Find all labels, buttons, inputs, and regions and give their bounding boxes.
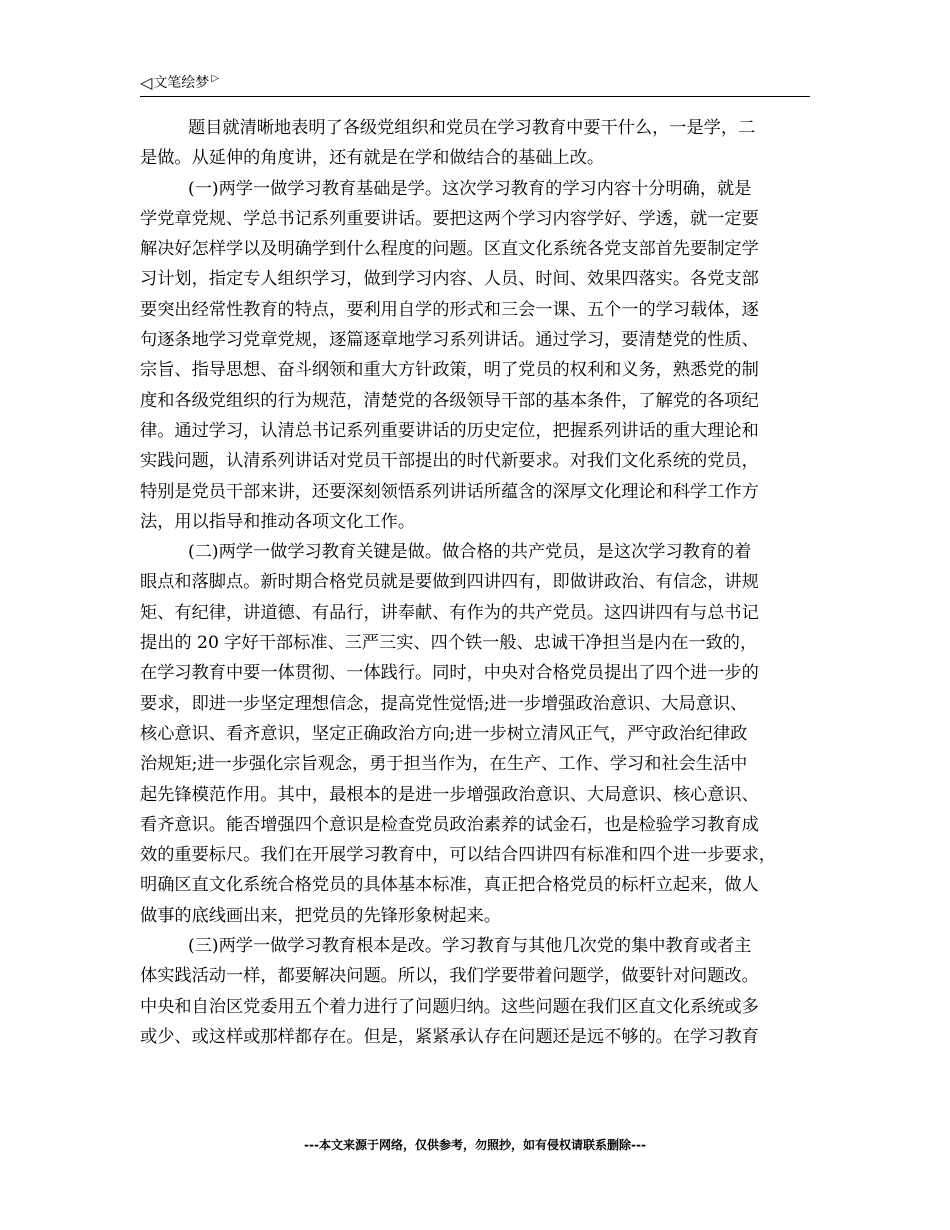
text-line: 是做。从延伸的角度讲，还有就是在学和做结合的基础上改。 bbox=[140, 148, 605, 169]
text-line: 解决好怎样学以及明确学到什么程度的问题。区直文化系统各党支部首先要制定学 bbox=[140, 239, 759, 260]
text-line: 实践问题，认清系列讲话对党员干部提出的时代新要求。对我们文化系统的党员， bbox=[140, 451, 759, 472]
text-line: 中央和自治区党委用五个着力进行了问题归纳。这些问题在我们区直文化系统或多 bbox=[140, 996, 759, 1017]
text-line: (二)两学一做学习教育关键是做。做合格的共产党员，是这次学习教育的着 bbox=[188, 542, 752, 563]
text-line: (三)两学一做学习教育根本是改。学习教育与其他几次党的集中教育或者主 bbox=[188, 936, 752, 957]
text-line: (一)两学一做学习教育基础是学。这次学习教育的学习内容十分明确，就是 bbox=[188, 178, 752, 199]
header-brand-text: 文笔绘梦 bbox=[153, 75, 210, 91]
text-line: 明确区直文化系统合格党员的具体基本标准，真正把合格党员的标杆立起来，做人 bbox=[140, 875, 759, 896]
triangle-left-icon: ◁ bbox=[140, 73, 153, 92]
text-line: 度和各级党组织的行为规范，清楚党的各级领导干部的基本条件，了解党的各项纪 bbox=[140, 390, 759, 411]
text-line: 题目就清晰地表明了各级党组织和党员在学习教育中要干什么，一是学，二 bbox=[188, 118, 756, 138]
text-line: 起先锋模范作用。其中，最根本的是进一步增强政治意识、大局意识、核心意识、 bbox=[140, 784, 759, 805]
text-line: 眼点和落脚点。新时期合格党员就是要做到四讲四有，即做讲政治、有信念，讲规 bbox=[140, 572, 759, 593]
document-body bbox=[140, 113, 810, 1052]
text-line: 体实践活动一样，都要解决问题。所以，我们学要带着问题学，做要针对问题改。 bbox=[140, 966, 759, 987]
page-footer: ---本文来源于网络，仅供参考，勿照抄，如有侵权请联系删除--- bbox=[304, 1138, 646, 1152]
page-header bbox=[140, 72, 810, 97]
text-line: 特别是党员干部来讲，还要深刻领悟系列讲话所蕴含的深厚文化理论和科学工作方 bbox=[140, 481, 759, 502]
text-line: 宗旨、指导思想、奋斗纲领和重大方针政策，明了党员的权利和义务，熟悉党的制 bbox=[140, 360, 759, 381]
text-line: 法，用以指导和推动各项文化工作。 bbox=[140, 511, 416, 532]
text-line: 治规矩;进一步强化宗旨观念，勇于担当作为，在生产、工作、学习和社会生活中 bbox=[140, 754, 748, 775]
text-line: 在学习教育中要一体贯彻、一体践行。同时，中央对合格党员提出了四个进一步的 bbox=[140, 663, 759, 684]
text-line: 矩、有纪律，讲道德、有品行，讲奉献、有作为的共产党员。这四讲四有与总书记 bbox=[140, 602, 759, 623]
text-line: 做事的底线画出来，把党员的先锋形象树起来。 bbox=[140, 905, 501, 926]
text-line: 核心意识、看齐意识，坚定正确政治方向;进一步树立清风正气，严守政治纪律政 bbox=[140, 723, 748, 744]
triangle-right-icon: ▷ bbox=[211, 73, 220, 84]
text-line: 或少、或这样或那样都存在。但是，紧紧承认存在问题还是远不够的。在学习教育 bbox=[140, 1026, 759, 1047]
text-line: 学党章党规、学总书记系列重要讲话。要把这两个学习内容学好、学透，就一定要 bbox=[140, 208, 759, 229]
text-line: 效的重要标尺。我们在开展学习教育中，可以结合四讲四有标准和四个进一步要求， bbox=[140, 845, 776, 866]
text-line: 律。通过学习，认清总书记系列重要讲话的历史定位，把握系列讲话的重大理论和 bbox=[140, 420, 759, 441]
text-line: 提出的 20 字好干部标准、三严三实、四个铁一般、忠诚干净担当是内在一致的， bbox=[140, 633, 758, 654]
text-line: 看齐意识。能否增强四个意识是检查党员政治素养的试金石，也是检验学习教育成 bbox=[140, 814, 759, 835]
text-line: 要求，即进一步坚定理想信念，提高党性觉悟;进一步增强政治意识、大局意识、 bbox=[140, 693, 748, 714]
header-brand bbox=[140, 74, 219, 92]
text-line: 句逐条地学习党章党规，逐篇逐章地学习系列讲话。通过学习，要清楚党的性质、 bbox=[140, 330, 759, 351]
text-line: 要突出经常性教育的特点，要利用自学的形式和三会一课、五个一的学习载体，逐 bbox=[140, 299, 759, 320]
text-line: 习计划，指定专人组织学习，做到学习内容、人员、时间、效果四落实。各党支部 bbox=[140, 269, 759, 290]
